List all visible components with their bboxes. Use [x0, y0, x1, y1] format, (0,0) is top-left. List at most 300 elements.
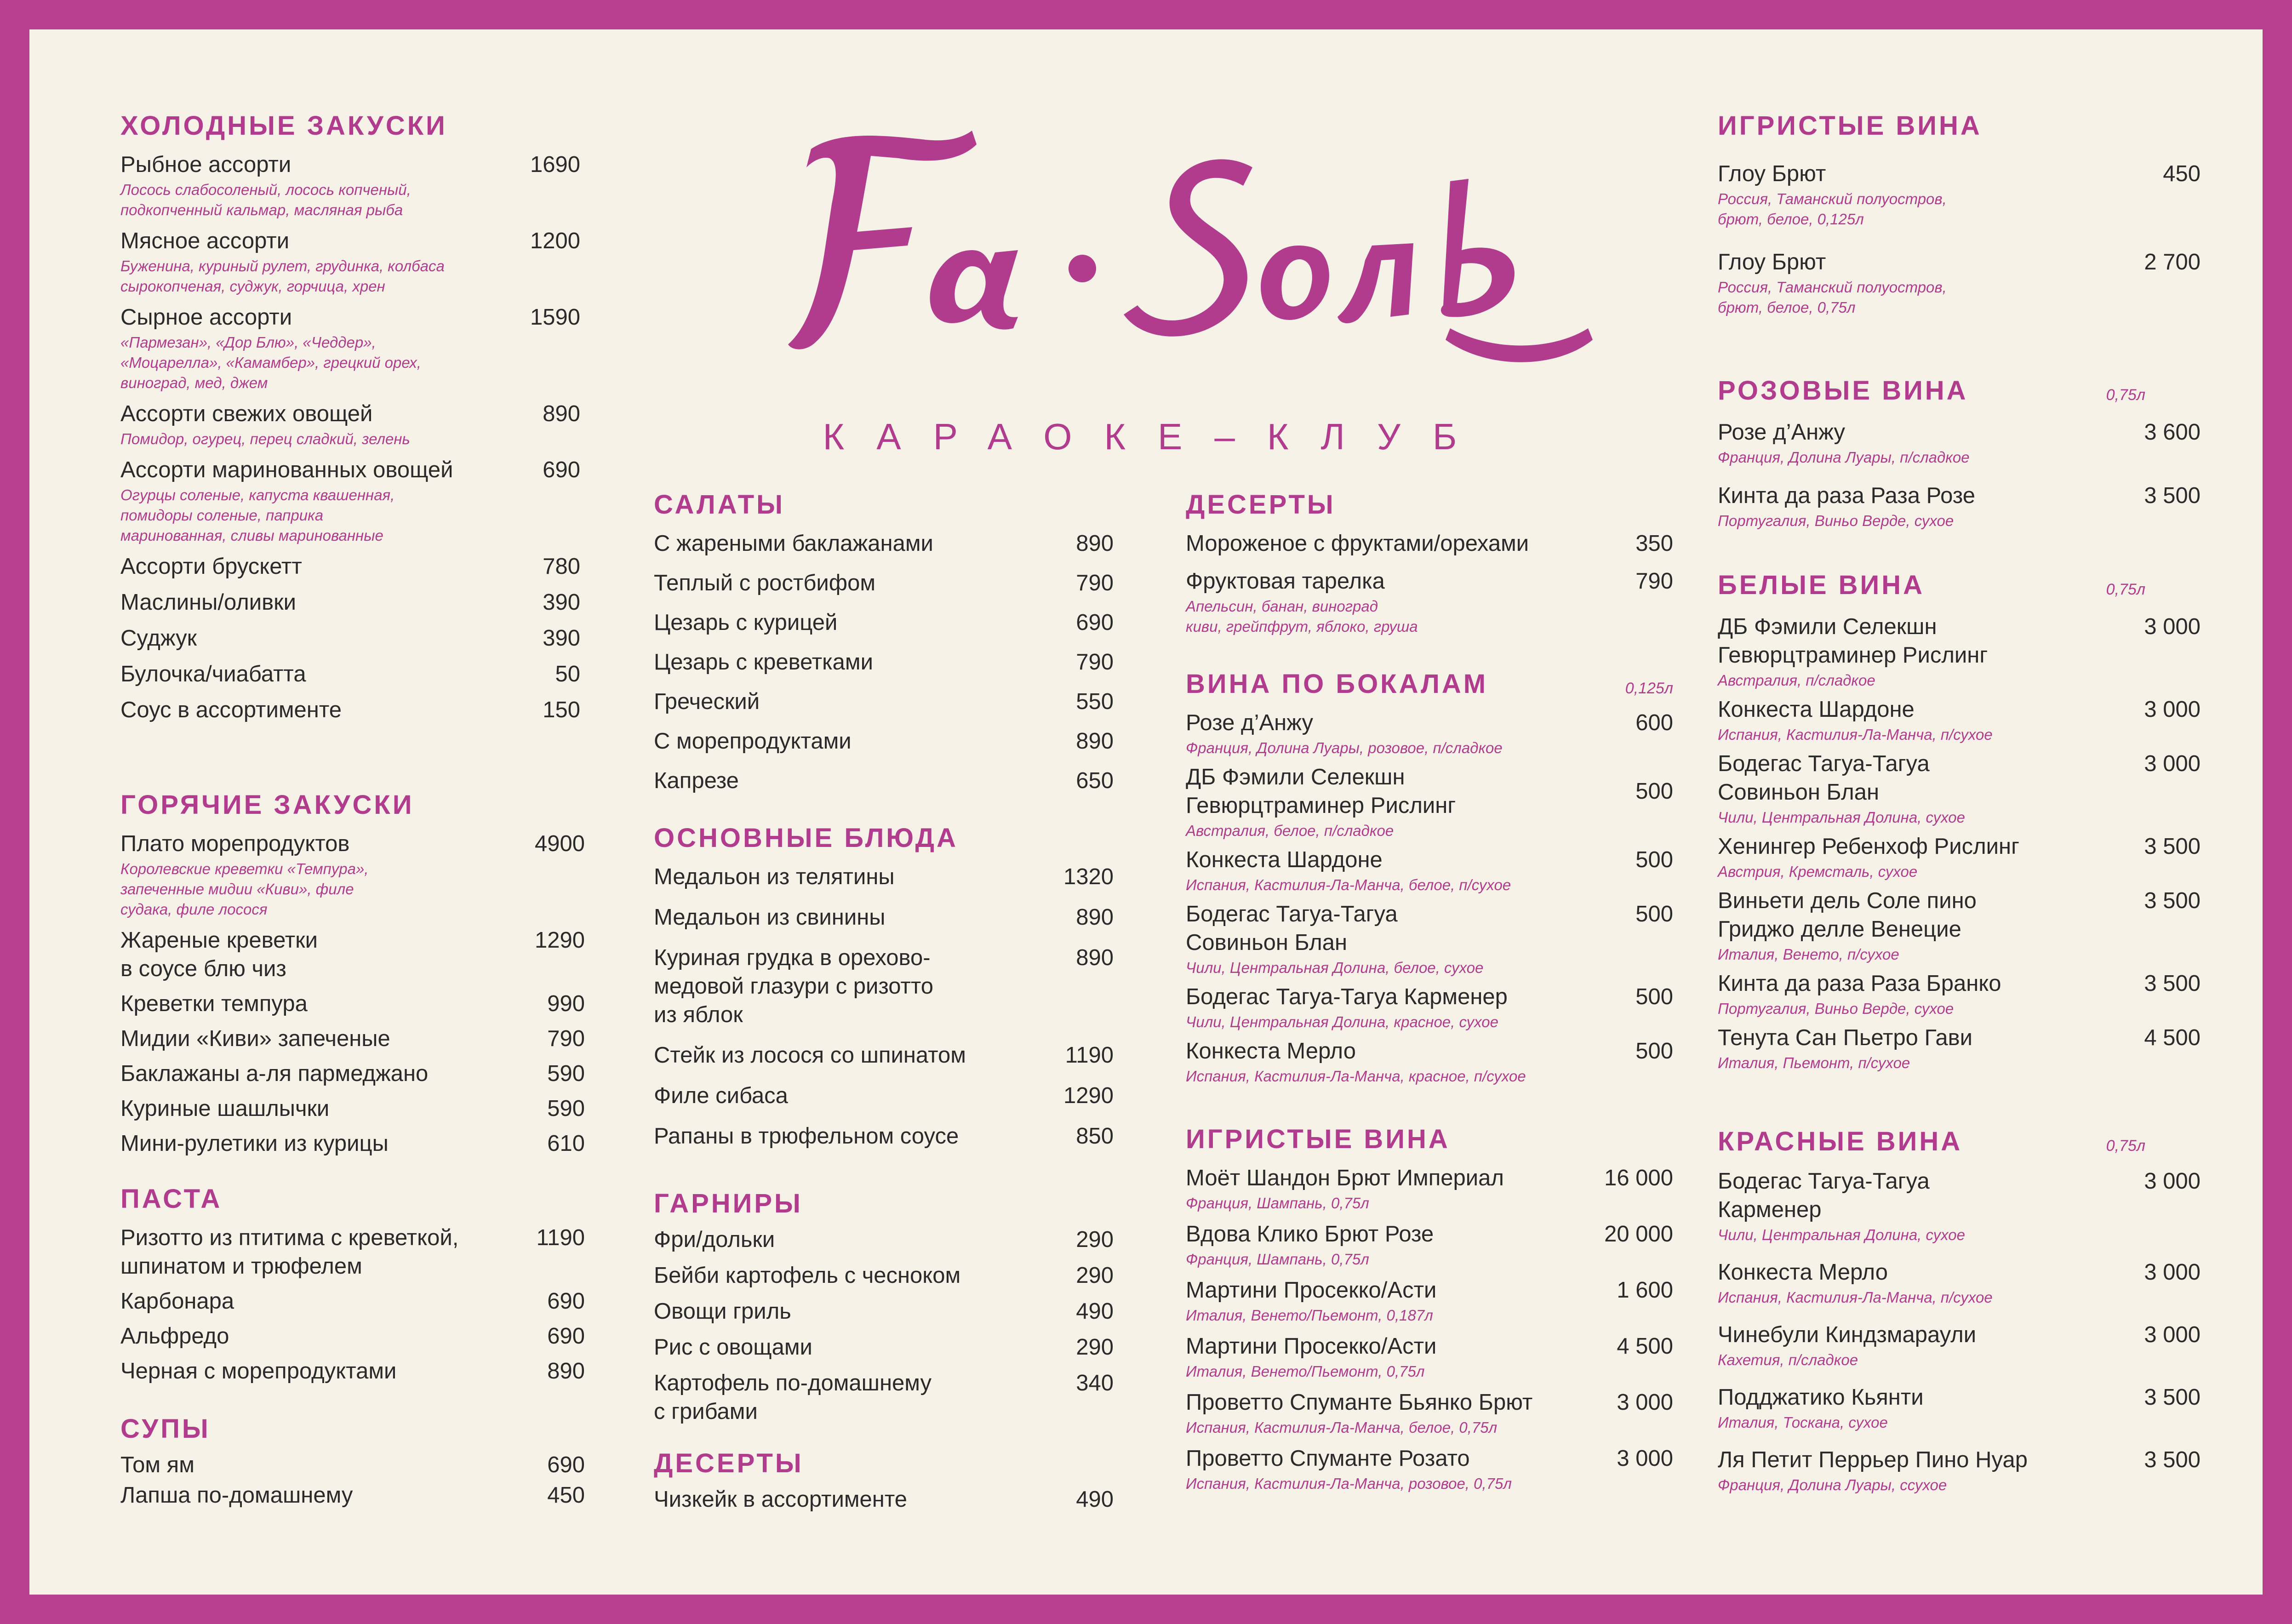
item-name: Ризотто из птитима с креветкой, шпинатом и трюфелем [120, 1225, 459, 1279]
item-price: 790 [1635, 569, 1673, 594]
item-price: 150 [543, 698, 580, 722]
item-price: 3 000 [2144, 697, 2201, 722]
item-name: Соус в ассортименте [120, 698, 342, 722]
item-price: 780 [543, 554, 580, 579]
menu-item [1718, 481, 2201, 531]
item-price: 50 [555, 662, 580, 686]
item-price: 1290 [1063, 1083, 1114, 1108]
item-desc: Италия, Венето, п/сухое [1718, 946, 1899, 963]
section-title: СУПЫ [120, 1414, 211, 1444]
section-title: РОЗОВЫЕ ВИНА [1718, 376, 1968, 406]
item-price: 1290 [534, 928, 585, 953]
menu-item [1186, 567, 1673, 637]
item-price: 890 [547, 1359, 585, 1384]
item-name: Маслины/оливки [120, 590, 296, 615]
item-desc: Австрия, Кремсталь, сухое [1718, 863, 1918, 880]
section-cold-snacks [120, 110, 580, 732]
item-desc: Лосось слабосоленый, лосось копченый, подкопченный кальмар, масляная рыба [120, 181, 411, 218]
item-price: 650 [1076, 768, 1114, 793]
item-list [1718, 1167, 2201, 1495]
menu-item [120, 696, 580, 724]
section-title: ХОЛОДНЫЕ ЗАКУСКИ [120, 111, 447, 141]
section-title: ДЕСЕРТЫ [654, 1448, 804, 1478]
item-name: Проветто Спуманте Розато [1186, 1446, 1470, 1471]
item-name: Рапаны в трюфельном соусе [654, 1124, 959, 1149]
menu-item [120, 660, 580, 688]
menu-item [120, 588, 580, 617]
item-list [1186, 1164, 1673, 1494]
menu-item [1718, 1383, 2201, 1433]
menu-item [120, 227, 580, 297]
item-price: 450 [2163, 161, 2201, 186]
menu-item [120, 1059, 585, 1088]
item-desc: Испания, Кастилия-Ла-Манча, п/сухое [1718, 726, 1993, 743]
item-name: Куриная грудка в орехово- медовой глазури с ризотто из яблок [654, 945, 934, 1027]
section-title: ДЕСЕРТЫ [1186, 490, 1336, 520]
menu-item [654, 529, 1114, 558]
item-price: 490 [1076, 1487, 1114, 1512]
menu-item [120, 1129, 585, 1158]
item-desc: Италия, Венето/Пьемонт, 0,75л [1186, 1363, 1425, 1380]
menu-item [120, 1224, 585, 1281]
item-name: Мартини Просекко/Асти [1186, 1334, 1437, 1359]
section-title: ИГРИСТЫЕ ВИНА [1186, 1124, 1450, 1154]
item-price: 890 [1076, 945, 1114, 970]
section-title: ГАРНИРЫ [654, 1189, 803, 1218]
item-name: Бодегас Тагуа-Тагуа Карменер [1718, 1169, 1930, 1222]
menu-item [120, 1094, 585, 1123]
item-price: 3 000 [1617, 1390, 1673, 1415]
menu-item [1186, 846, 1673, 895]
menu-item [120, 1357, 585, 1385]
item-name: Конкеста Мерло [1186, 1039, 1356, 1064]
item-name: Том ям [120, 1452, 194, 1477]
item-price: 390 [543, 590, 580, 615]
item-price: 850 [1076, 1124, 1114, 1149]
section-desserts [1186, 489, 1673, 646]
menu-item [1718, 1258, 2201, 1308]
menu-item [120, 303, 580, 393]
item-name: С жареными баклажанами [654, 531, 933, 556]
item-name: Вдова Клико Брют Розе [1186, 1222, 1434, 1247]
section-title: САЛАТЫ [654, 490, 785, 520]
item-price: 790 [1076, 650, 1114, 675]
menu-item [1718, 612, 2201, 691]
menu-item [654, 1261, 1114, 1290]
item-name: Греческий [654, 689, 760, 714]
item-price: 500 [1635, 1039, 1673, 1064]
volume-label: 0,75л [2106, 386, 2145, 404]
item-name: ДБ Фэмили Селекшн Гевюрцтраминер Рислинг [1718, 614, 1988, 668]
item-price: 3 000 [2144, 614, 2201, 639]
item-name: Виньети дель Соле пино Гриджо делле Венецие [1718, 888, 1977, 942]
menu-item [1718, 418, 2201, 468]
section-title: БЕЛЫЕ ВИНА [1718, 570, 1925, 600]
item-desc: Королевские креветки «Темпура», запеченные мидии «Киви», филе судака, филе лосося [120, 860, 369, 918]
item-price: 290 [1076, 1227, 1114, 1252]
item-name: Конкеста Шардоне [1718, 697, 1915, 722]
menu-item [120, 456, 580, 546]
item-price: 3 000 [2144, 1322, 2201, 1347]
menu-item [1186, 1388, 1673, 1438]
item-name: Картофель по-домашнему с грибами [654, 1371, 932, 1424]
item-list [1718, 612, 2201, 1073]
item-name: Филе сибаса [654, 1083, 788, 1108]
item-desc: Чили, Центральная Долина, белое, сухое [1186, 959, 1484, 976]
item-desc: Португалия, Виньо Верде, сухое [1718, 512, 1954, 529]
item-name: Ассорти свежих овощей [120, 401, 373, 426]
menu-item [654, 903, 1114, 932]
item-name: Мясное ассорти [120, 229, 290, 253]
section-hot-snacks [120, 789, 585, 1164]
item-price: 3 500 [2144, 834, 2201, 859]
item-name: Проветто Спуманте Бьянко Брют [1186, 1390, 1533, 1415]
item-desc: Франция, Долина Луары, ссухое [1718, 1476, 1947, 1493]
item-desc: Италия, Тоскана, сухое [1718, 1414, 1888, 1431]
item-desc: Россия, Таманский полуостров, брют, белое, 0,75л [1718, 279, 1947, 316]
item-price: 3 000 [2144, 751, 2201, 776]
section-sparkling-wines [1186, 1124, 1673, 1500]
menu-item [120, 1322, 585, 1350]
column-desserts-wine-glass-sparkling [1186, 29, 1692, 1595]
menu-item [1186, 709, 1673, 758]
menu-item [120, 1481, 585, 1510]
menu-item [1718, 1167, 2201, 1245]
item-price: 550 [1076, 689, 1114, 714]
item-list [1718, 418, 2201, 531]
item-name: Куриные шашлычки [120, 1096, 330, 1121]
item-price: 690 [547, 1452, 585, 1477]
menu-item [1186, 1037, 1673, 1086]
section-title: ВИНА ПО БОКАЛАМ [1186, 669, 1488, 699]
volume-label: 0,75л [2106, 1137, 2145, 1155]
item-name: Конкеста Мерло [1718, 1260, 1888, 1285]
item-price: 690 [547, 1289, 585, 1314]
item-price: 610 [547, 1131, 585, 1156]
menu-item [1718, 749, 2201, 828]
menu-item [120, 926, 585, 983]
menu-item [1186, 1444, 1673, 1494]
menu-item [654, 1225, 1114, 1254]
item-list [654, 1485, 1114, 1514]
item-price: 690 [547, 1324, 585, 1349]
menu-item [654, 766, 1114, 795]
item-name: Кинта да раза Раза Бранко [1718, 971, 2001, 996]
item-name: Конкеста Шардоне [1186, 847, 1383, 872]
item-desc: Австралия, п/сладкое [1718, 672, 1875, 689]
item-list [654, 863, 1114, 1150]
item-price: 990 [547, 991, 585, 1016]
menu-item [120, 400, 580, 449]
section-sides [654, 1188, 1114, 1433]
item-desc: Франция, Долина Луары, п/сладкое [1718, 449, 1970, 466]
menu-item [120, 624, 580, 652]
item-price: 890 [1076, 905, 1114, 930]
item-price: 3 000 [2144, 1169, 2201, 1194]
menu-item [1718, 1446, 2201, 1495]
section-soups [120, 1413, 585, 1511]
item-price: 3 500 [2144, 888, 2201, 913]
item-name: Альфредо [120, 1324, 229, 1349]
item-name: Теплый с ростбифом [654, 571, 876, 595]
item-name: Глоу Брют [1718, 250, 1826, 274]
item-name: ДБ Фэмили Селекшн Гевюрцтраминер Рислинг [1186, 765, 1456, 818]
menu-item [654, 727, 1114, 755]
item-price: 450 [547, 1483, 585, 1508]
item-desc: Огурцы соленые, капуста квашенная, помидоры соленые, паприка маринованная, сливы маринованные [120, 486, 395, 544]
item-price: 16 000 [1604, 1166, 1673, 1190]
item-price: 1190 [536, 1225, 585, 1250]
menu-item [654, 1122, 1114, 1150]
menu-item [654, 1041, 1114, 1069]
item-desc: Апельсин, банан, виноград киви, грейпфрут, яблоко, груша [1186, 598, 1418, 635]
menu-item [654, 1485, 1114, 1514]
menu-item [1718, 886, 2201, 965]
item-price: 500 [1635, 779, 1673, 804]
item-price: 500 [1635, 984, 1673, 1009]
menu-item [654, 1369, 1114, 1426]
section-pasta [120, 1184, 585, 1392]
item-name: Фри/дольки [654, 1227, 775, 1252]
menu-item [1718, 160, 2201, 229]
menu-item [654, 648, 1114, 676]
item-name: Ассорти брускетт [120, 554, 302, 579]
item-list [1186, 709, 1673, 1086]
section-salads [654, 489, 1114, 806]
item-list [120, 150, 580, 724]
item-name: Стейк из лосося со шпинатом [654, 1043, 966, 1068]
item-desc: Франция, Шампань, 0,75л [1186, 1195, 1369, 1212]
item-price: 1200 [530, 229, 580, 253]
item-name: Жареные креветки в соусе блю чиз [120, 928, 318, 981]
menu-item [1186, 983, 1673, 1032]
item-desc: Франция, Долина Луары, розовое, п/сладкое [1186, 739, 1503, 756]
item-price: 790 [547, 1026, 585, 1051]
menu-item [1186, 900, 1673, 978]
column-salads-mains-sides [654, 29, 1160, 1595]
menu-item [120, 1451, 585, 1479]
item-price: 340 [1076, 1371, 1114, 1395]
item-name: Медальон из свинины [654, 905, 886, 930]
item-list [1186, 529, 1673, 637]
item-list [1718, 160, 2201, 318]
item-name: Лапша по-домашнему [120, 1483, 353, 1508]
item-name: Кинта да раза Раза Розе [1718, 483, 1975, 508]
menu-item [1718, 1024, 2201, 1073]
item-name: Мидии «Киви» запеченые [120, 1026, 390, 1051]
item-desc: Кахетия, п/сладкое [1718, 1351, 1858, 1368]
item-desc: Чили, Центральная Долина, сухое [1718, 809, 1965, 826]
item-price: 890 [1076, 531, 1114, 556]
menu-item [1186, 763, 1673, 841]
menu-item [654, 687, 1114, 716]
menu-item [654, 608, 1114, 637]
item-name: Глоу Брют [1718, 161, 1826, 186]
section-title: ГОРЯЧИЕ ЗАКУСКИ [120, 790, 414, 820]
item-price: 590 [547, 1096, 585, 1121]
item-name: Бейби картофель с чесноком [654, 1263, 961, 1288]
menu-item [1186, 1164, 1673, 1213]
section-red-wines [1718, 1126, 2201, 1508]
section-title: КРАСНЫЕ ВИНА [1718, 1127, 1963, 1156]
menu-item [1718, 969, 2201, 1019]
item-desc: Помидор, огурец, перец сладкий, зелень [120, 430, 410, 447]
item-price: 4 500 [1617, 1334, 1673, 1359]
item-name: Цезарь с креветками [654, 650, 873, 675]
item-desc: Испания, Кастилия-Ла-Манча, п/сухое [1718, 1289, 1993, 1306]
item-desc: Россия, Таманский полуостров, брют, белое, 0,125л [1718, 190, 1947, 228]
item-name: Суджук [120, 626, 197, 651]
item-price: 350 [1635, 531, 1673, 556]
section-title: ПАСТА [120, 1184, 223, 1214]
item-name: Рыбное ассорти [120, 152, 292, 177]
item-name: Капрезе [654, 768, 739, 793]
menu-item [120, 1024, 585, 1053]
item-price: 690 [543, 457, 580, 482]
section-desserts-2 [654, 1448, 1114, 1524]
item-price: 3 000 [2144, 1260, 2201, 1285]
item-desc: Испания, Кастилия-Ла-Манча, белое, 0,75л [1186, 1419, 1498, 1436]
item-price: 20 000 [1604, 1222, 1673, 1247]
menu-item [1186, 1276, 1673, 1326]
item-list [654, 1225, 1114, 1426]
item-name: Карбонара [120, 1289, 234, 1314]
item-price: 3 600 [2144, 420, 2201, 445]
item-desc: Буженина, куриный рулет, грудинка, колбаса сырокопченая, суджук, горчица, хрен [120, 257, 445, 295]
menu-item [1718, 1321, 2201, 1370]
item-name: Рис с овощами [654, 1335, 812, 1360]
item-price: 390 [543, 626, 580, 651]
item-price: 1 600 [1617, 1278, 1673, 1303]
item-name: Плато морепродуктов [120, 831, 350, 856]
item-price: 290 [1076, 1335, 1114, 1360]
item-name: Ассорти маринованных овощей [120, 457, 453, 482]
item-price: 500 [1635, 847, 1673, 872]
item-price: 600 [1635, 710, 1673, 735]
item-name: Овощи гриль [654, 1299, 791, 1324]
menu-item [1718, 695, 2201, 745]
item-price: 3 000 [1617, 1446, 1673, 1471]
item-name: Бодегас Тагуа-Тагуа Совиньон Блан [1718, 751, 1930, 805]
item-price: 490 [1076, 1299, 1114, 1324]
item-price: 290 [1076, 1263, 1114, 1288]
item-name: Фруктовая тарелка [1186, 569, 1385, 594]
item-name: Бодегас Тагуа-Тагуа Совиньон Блан [1186, 902, 1398, 955]
item-desc: Испания, Кастилия-Ла-Манча, белое, п/сухое [1186, 876, 1511, 893]
section-title: ОСНОВНЫЕ БЛЮДА [654, 823, 958, 853]
item-price: 3 500 [2144, 1385, 2201, 1410]
item-desc: Италия, Пьемонт, п/сухое [1718, 1054, 1910, 1071]
menu-item [1186, 1220, 1673, 1269]
item-price: 4 500 [2144, 1025, 2201, 1050]
menu-item [654, 569, 1114, 597]
menu-item [120, 150, 580, 220]
item-name: Подджатико Кьянти [1718, 1385, 1924, 1410]
item-name: Сырное ассорти [120, 305, 292, 330]
item-name: Баклажаны а-ля пармеджано [120, 1061, 429, 1086]
item-name: Булочка/чиабатта [120, 662, 306, 686]
item-list [654, 529, 1114, 795]
item-price: 890 [543, 401, 580, 426]
menu-item [654, 1081, 1114, 1110]
item-name: Медальон из телятины [654, 864, 895, 889]
item-name: Тенута Сан Пьетро Гави [1718, 1025, 1972, 1050]
section-white-wines [1718, 570, 2201, 1078]
menu-item [654, 863, 1114, 891]
item-name: Мартини Просекко/Асти [1186, 1278, 1437, 1303]
item-list [120, 829, 585, 1158]
item-price: 1690 [530, 152, 580, 177]
item-price: 2 700 [2144, 250, 2201, 274]
column-wines [1718, 29, 2223, 1595]
menu-item [1718, 248, 2201, 318]
item-desc: Чили, Центральная Долина, красное, сухое [1186, 1013, 1498, 1030]
menu-item [654, 1297, 1114, 1326]
menu-item [1718, 832, 2201, 882]
item-price: 890 [1076, 729, 1114, 754]
item-desc: Италия, Венето/Пьемонт, 0,187л [1186, 1307, 1433, 1324]
item-desc: Чили, Центральная Долина, сухое [1718, 1226, 1965, 1243]
item-list [120, 1224, 585, 1385]
item-desc: Испания, Кастилия-Ла-Манча, красное, п/сухое [1186, 1068, 1526, 1085]
item-price: 3 500 [2144, 483, 2201, 508]
item-price: 3 500 [2144, 971, 2201, 996]
item-name: Бодегас Тагуа-Тагуа Карменер [1186, 984, 1508, 1009]
item-desc: «Пармезан», «Дор Блю», «Чеддер», «Моцарелла», «Камамбер», грецкий орех, виноград, мед, джем [120, 334, 421, 391]
menu-item [120, 552, 580, 581]
item-desc: Франция, Шампань, 0,75л [1186, 1251, 1369, 1268]
menu-page [29, 29, 2263, 1595]
item-name: Розе д’Анжу [1186, 710, 1314, 735]
item-list [120, 1451, 585, 1510]
item-desc: Австралия, белое, п/сладкое [1186, 822, 1394, 839]
volume-label: 0,125л [1625, 680, 1673, 697]
item-name: Мороженое с фруктами/орехами [1186, 531, 1529, 556]
item-name: Мини-рулетики из курицы [120, 1131, 389, 1156]
item-desc: Португалия, Виньо Верде, сухое [1718, 1000, 1954, 1017]
menu-item [120, 1287, 585, 1315]
menu-item [654, 1333, 1114, 1361]
item-name: Ля Петит Перрьер Пино Нуар [1718, 1447, 2028, 1472]
menu-item [1186, 529, 1673, 558]
section-wine-by-glass [1186, 669, 1673, 1091]
section-mains [654, 823, 1114, 1162]
item-name: С морепродуктами [654, 729, 852, 754]
item-price: 3 500 [2144, 1447, 2201, 1472]
column-cold-hot-pasta-soups [120, 29, 609, 1595]
menu-item [120, 989, 585, 1018]
item-price: 1320 [1063, 864, 1114, 889]
item-name: Хенингер Ребенхоф Рислинг [1718, 834, 2019, 859]
section-title: ИГРИСТЫЕ ВИНА [1718, 111, 1982, 141]
item-price: 690 [1076, 610, 1114, 635]
item-name: Креветки темпура [120, 991, 308, 1016]
menu-item [1186, 1332, 1673, 1382]
item-name: Цезарь с курицей [654, 610, 838, 635]
item-name: Черная с морепродуктами [120, 1359, 397, 1384]
menu-item [120, 829, 585, 920]
section-sparkling-wines-2 [1718, 110, 2201, 336]
item-price: 590 [547, 1061, 585, 1086]
item-name: Розе д’Анжу [1718, 420, 1846, 445]
item-price: 500 [1635, 902, 1673, 926]
item-price: 1190 [1065, 1043, 1114, 1068]
item-price: 1590 [530, 305, 580, 330]
section-rose-wines [1718, 375, 2201, 545]
subtitle: КАРАОКЕ–КЛУБ [823, 416, 1489, 457]
menu-item [654, 944, 1114, 1029]
volume-label: 0,75л [2106, 581, 2145, 598]
